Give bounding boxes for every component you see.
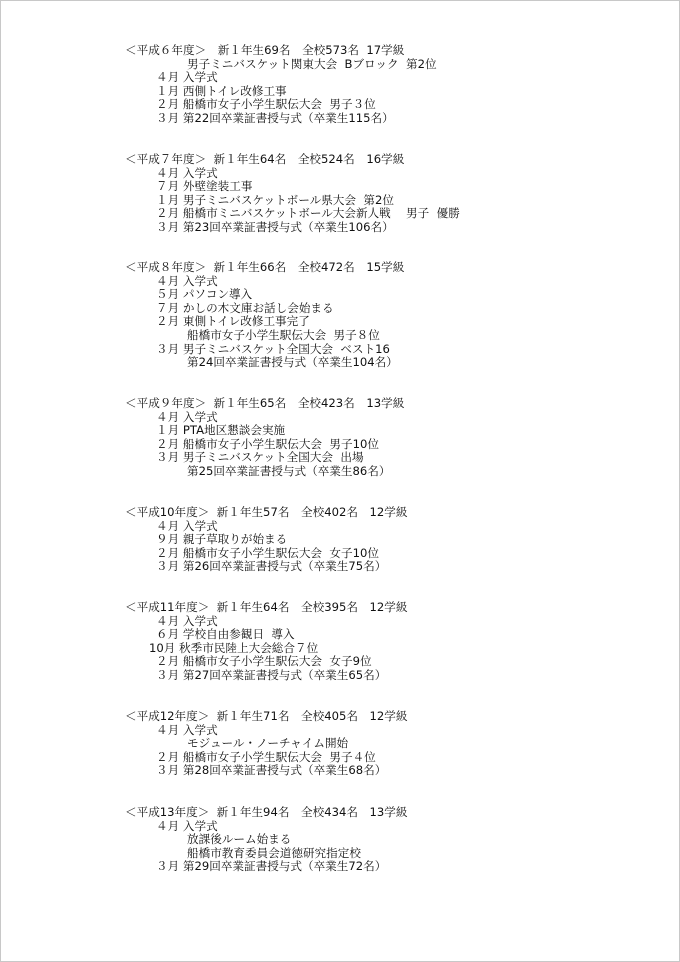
- event-text: 船橋市女子小学生駅伝大会 男子４位: [182, 749, 376, 764]
- event-text: モジュール・ノーチャイム開始: [187, 736, 349, 751]
- event-month: ４月: [156, 273, 180, 288]
- year-section: [1, 506, 679, 574]
- event-row: [1, 112, 679, 126]
- event-row: [1, 329, 679, 343]
- event-month: ４月: [156, 70, 180, 85]
- event-month: １月: [156, 83, 180, 98]
- event-row: [1, 411, 679, 425]
- event-row: [1, 343, 679, 357]
- event-text: 入学式: [182, 70, 218, 85]
- event-text: 船橋市女子小学生駅伝大会 男子10位: [182, 436, 379, 451]
- event-month: ５月: [156, 287, 180, 302]
- event-text: 入学式: [182, 165, 218, 180]
- event-row: [1, 560, 679, 574]
- event-row: [1, 751, 679, 765]
- event-row: [1, 275, 679, 289]
- event-text: 秋季市民陸上大会総合７位: [179, 640, 319, 655]
- event-row: [1, 628, 679, 642]
- event-row: [1, 356, 679, 370]
- event-row: [1, 194, 679, 208]
- event-text: 第24回卒業証書授与式（卒業生104名）: [187, 355, 398, 370]
- event-row: [1, 669, 679, 683]
- event-row: [1, 642, 679, 656]
- event-month: ４月: [156, 613, 180, 628]
- event-month: ４月: [156, 518, 180, 533]
- event-row: [1, 315, 679, 329]
- year-section: [1, 710, 679, 778]
- event-text: 第27回卒業証書授与式（卒業生65名）: [182, 667, 387, 682]
- event-text: 西側トイレ改修工事: [182, 83, 287, 98]
- event-text: 男子ミニバスケットボール県大会 第2位: [182, 192, 394, 207]
- event-text: 船橋市女子小学生駅伝大会 女子10位: [182, 545, 379, 560]
- event-text: 放課後ルーム始まる: [187, 832, 292, 847]
- event-text: PTA地区懇談会実施: [182, 423, 286, 438]
- event-text: パソコン導入: [182, 287, 253, 302]
- event-row: [1, 533, 679, 547]
- event-row: [1, 221, 679, 235]
- event-row: [1, 167, 679, 181]
- event-row: [1, 302, 679, 316]
- event-row: [1, 207, 679, 221]
- event-text: 入学式: [182, 818, 218, 833]
- event-text: 親子草取りが始まる: [182, 532, 288, 547]
- year-section: [1, 261, 679, 370]
- event-row: [1, 438, 679, 452]
- year-header: ＜平成７年度＞ 新１年生64名 全校524名 16学級: [125, 152, 405, 166]
- event-row: [1, 520, 679, 534]
- event-row: [1, 288, 679, 302]
- event-text: 第23回卒業証書授与式（卒業生106名）: [182, 219, 394, 234]
- event-text: 船橋市女子小学生駅伝大会 女子9位: [182, 654, 372, 669]
- event-month: ３月: [156, 763, 180, 778]
- event-text: 入学式: [182, 273, 218, 288]
- year-header: ＜平成12年度＞ 新１年生71名 全校405名 12学級: [125, 709, 408, 723]
- event-row: [1, 847, 679, 861]
- event-text: 第22回卒業証書授与式（卒業生115名）: [182, 110, 394, 125]
- event-row: [1, 820, 679, 834]
- event-text: 入学式: [182, 409, 218, 424]
- event-text: 外壁塗装工事: [182, 179, 253, 194]
- event-text: 東側トイレ改修工事完了: [182, 314, 310, 329]
- event-month: ２月: [156, 436, 180, 451]
- event-row: [1, 833, 679, 847]
- event-text: 入学式: [182, 613, 218, 628]
- event-month: ３月: [156, 667, 180, 682]
- event-month: ９月: [156, 532, 180, 547]
- event-month: ６月: [156, 627, 180, 642]
- event-month: ３月: [156, 219, 180, 234]
- event-month: 10月: [149, 640, 176, 655]
- event-month: １月: [156, 192, 180, 207]
- event-month: ３月: [156, 559, 180, 574]
- event-text: 第28回卒業証書授与式（卒業生68名）: [182, 763, 387, 778]
- year-section: [1, 397, 679, 479]
- event-month: ７月: [156, 179, 180, 194]
- event-month: ２月: [156, 654, 180, 669]
- year-section: [1, 153, 679, 235]
- event-text: 第29回卒業証書授与式（卒業生72名）: [182, 859, 387, 874]
- event-row: [1, 424, 679, 438]
- year-header: ＜平成８年度＞ 新１年生66名 全校472名 15学級: [125, 260, 405, 274]
- event-row: [1, 615, 679, 629]
- event-row: [1, 71, 679, 85]
- event-row: [1, 724, 679, 738]
- event-text: 入学式: [182, 518, 218, 533]
- event-text: 男子ミニバスケット関東大会 Bブロック 第2位: [187, 56, 437, 71]
- event-month: ３月: [156, 859, 180, 874]
- event-month: ３月: [156, 450, 180, 465]
- event-text: 男子ミニバスケット全国大会 出場: [182, 450, 364, 465]
- year-header: ＜平成13年度＞ 新１年生94名 全校434名 13学級: [125, 805, 408, 819]
- year-header: ＜平成６年度＞ 新１年生69名 全校573名 17学級: [125, 43, 405, 57]
- year-section: [1, 806, 679, 874]
- event-month: ３月: [156, 341, 180, 356]
- event-month: ２月: [156, 749, 180, 764]
- event-row: [1, 737, 679, 751]
- event-row: [1, 451, 679, 465]
- event-row: [1, 465, 679, 479]
- event-text: 入学式: [182, 722, 218, 737]
- event-month: ４月: [156, 409, 180, 424]
- event-month: ７月: [156, 300, 180, 315]
- event-text: 船橋市女子小学生駅伝大会 男子３位: [182, 97, 376, 112]
- event-text: 船橋市女子小学生駅伝大会 男子８位: [187, 327, 380, 342]
- event-text: 第26回卒業証書授与式（卒業生75名）: [182, 559, 387, 574]
- event-row: [1, 655, 679, 669]
- event-row: [1, 860, 679, 874]
- event-row: [1, 58, 679, 72]
- event-month: ２月: [156, 206, 180, 221]
- event-month: ４月: [156, 722, 180, 737]
- event-row: [1, 764, 679, 778]
- event-month: １月: [156, 423, 180, 438]
- event-row: [1, 180, 679, 194]
- event-month: ３月: [156, 110, 180, 125]
- year-header: ＜平成10年度＞ 新１年生57名 全校402名 12学級: [125, 505, 408, 519]
- event-month: ２月: [156, 314, 180, 329]
- year-header: ＜平成11年度＞ 新１年生64名 全校395名 12学級: [125, 600, 408, 614]
- event-row: [1, 547, 679, 561]
- event-text: 学校自由参観日 導入: [182, 627, 295, 642]
- document-page: [1, 1, 679, 961]
- event-text: 船橋市ミニバスケットボール大会新人戦 男子 優勝: [182, 206, 460, 221]
- event-month: ４月: [156, 165, 180, 180]
- event-text: 第25回卒業証書授与式（卒業生86名）: [187, 463, 391, 478]
- event-text: 船橋市教育委員会道徳研究指定校: [187, 845, 361, 860]
- event-month: ２月: [156, 97, 180, 112]
- year-section: [1, 44, 679, 126]
- event-month: ２月: [156, 545, 180, 560]
- event-row: [1, 85, 679, 99]
- event-month: ４月: [156, 818, 180, 833]
- event-text: 男子ミニバスケット全国大会 ベスト16: [182, 341, 390, 356]
- event-row: [1, 98, 679, 112]
- event-text: かしの木文庫お話し会始まる: [182, 300, 334, 315]
- year-section: [1, 601, 679, 683]
- year-header: ＜平成９年度＞ 新１年生65名 全校423名 13学級: [125, 396, 405, 410]
